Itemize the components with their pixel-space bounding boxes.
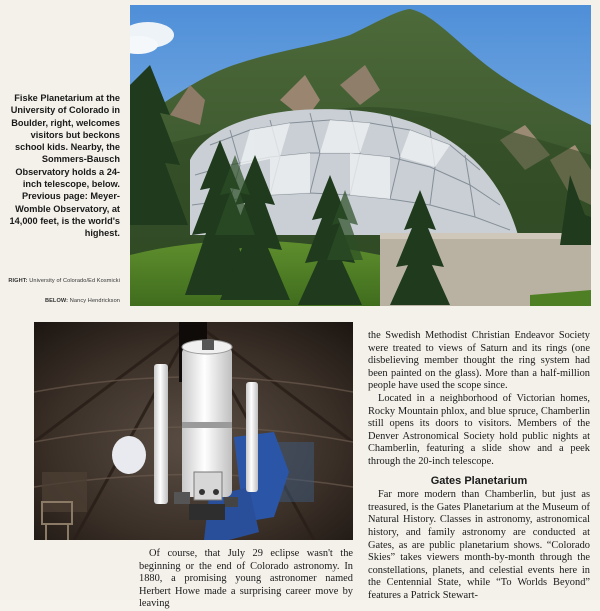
photo-credit-below [8, 297, 120, 305]
telescope-photo [34, 322, 353, 540]
paragraph: Located in a neighborhood of Victorian homes, Rocky Mountain phlox, and blue spruce, Chamberlin still opens its doors to visitors. Members of the Denver Astronomical Society hold public nights at Chamberlin, featuring a slide show and a peek through the 20-inch telescope. [368, 392, 590, 467]
paragraph: Far more modern than Chamberlin, but just as treasured, is the Gates Planetarium at the Museum of Natural History. Classes in astronomy, astronomical history, and family astronomy are conducted at Gates, as are public planetarium shows. “Colorado Skies” takes viewers month-by-month through the constellations, planets, and celestial events here in the Centennial State, while “To Worlds Beyond” features a Patrick Stewart- [368, 489, 590, 601]
photo-caption: Fiske Planetarium at the University of Colorado in Boulder, right, welcomes visitors but beckons school kids. Nearby, the Sommers-Bausch Observatory holds a 24-inch telescope, below. Previous page: Meyer-Womble Observatory, at 14,000 feet, is the world's highest. [9, 93, 120, 239]
credit-right-text: University of Colorado/Ed Kosmicki [29, 278, 120, 284]
paragraph: the Swedish Methodist Christian Endeavor Society were treated to views of Saturn and its rings (one disbelieving member thought the ring system had been painted on the glass). More than a half-million people have used the scope since. [368, 330, 590, 392]
credit-below-text: Nancy Hendrickson [69, 298, 120, 304]
credit-below-label: BELOW: [44, 298, 69, 304]
paragraph: Of course, that July 29 eclipse wasn't the beginning or the end of Colorado astronomy. In 1880, a promising young astronomer named Herbert Howe made a surprising career move by leaving [139, 548, 353, 610]
left-text-column [139, 548, 353, 611]
credit-right-label: RIGHT: [8, 278, 28, 284]
planetarium-photo [130, 5, 591, 306]
photo-credit-right [8, 277, 120, 285]
section-heading: Gates Planetarium [430, 474, 528, 487]
right-text-column [368, 330, 590, 602]
